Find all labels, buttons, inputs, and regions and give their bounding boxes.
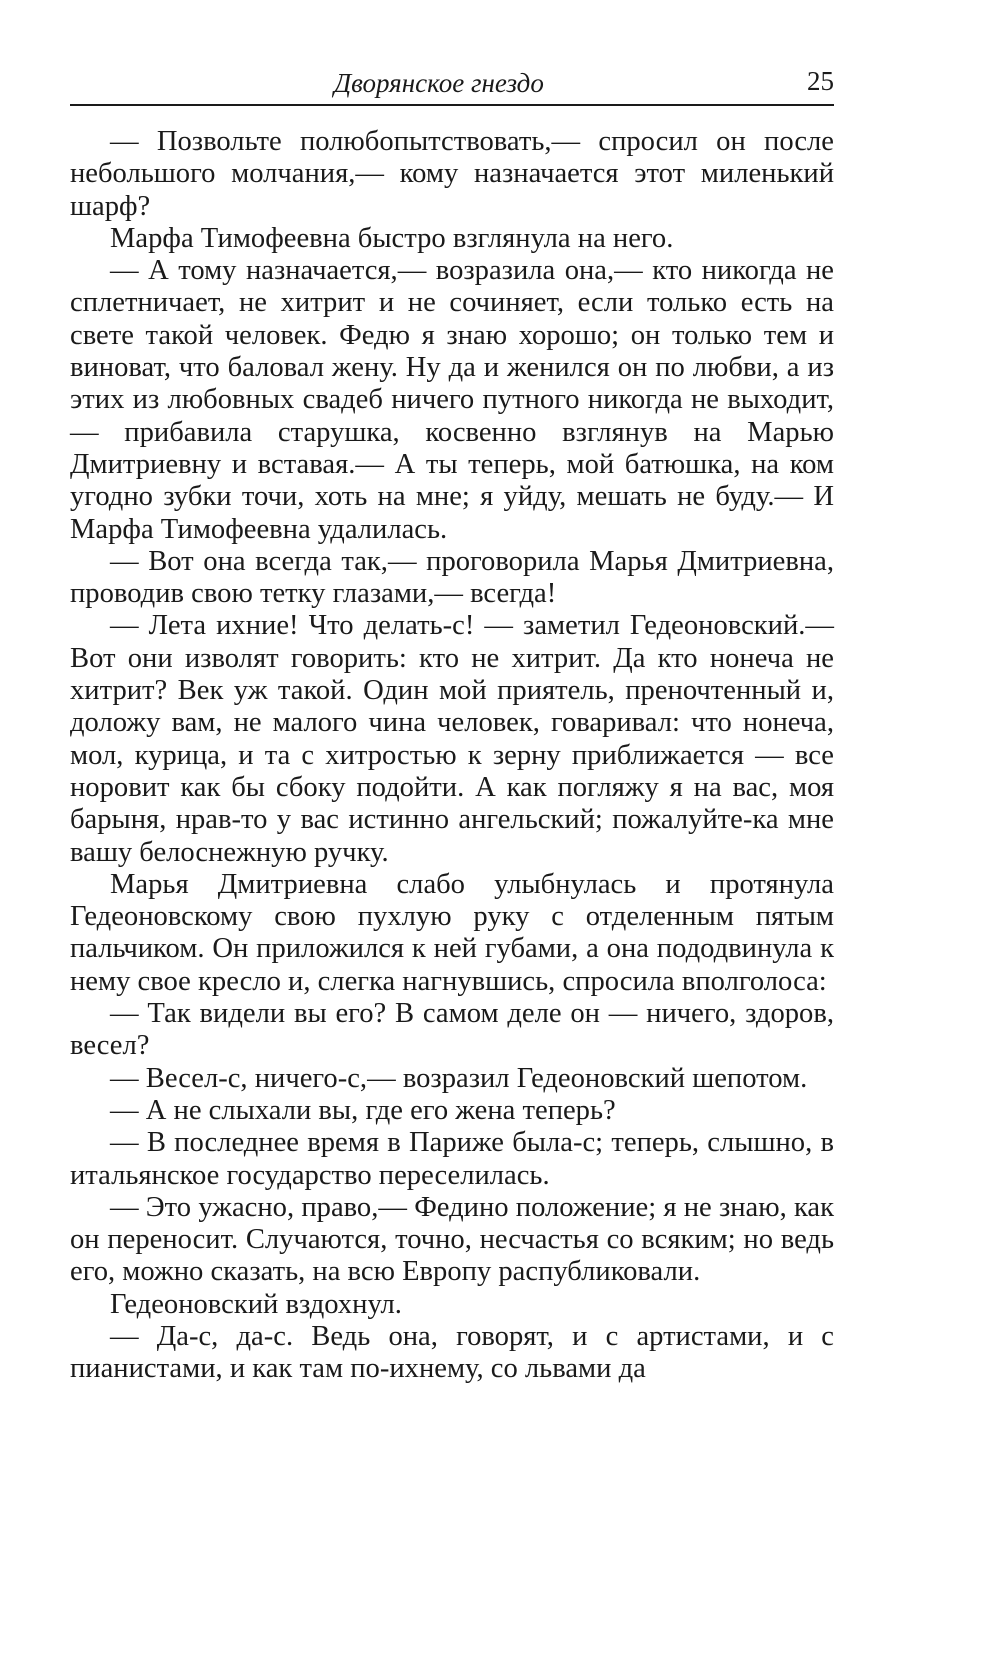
running-title: Дворянское гнездо [334,68,544,98]
book-page [70,62,834,1386]
paragraph: — А не слыхали вы, где его жена теперь? [110,1094,616,1126]
paragraph: Гедеоновский вздохнул. [110,1288,402,1320]
paragraph: — В последнее время в Париже была-с; теперь, слышно, в итальянское государство переселилась. [70,1127,834,1191]
paragraph: — Позвольте полюбопытствовать,— спросил он после небольшого молчания,— кому назначается этот миленький шарф? [70,126,834,222]
running-head [70,62,834,106]
paragraph: Марья Дмитриевна слабо улыбнулась и протянула Гедеоновскому свою пухлую руку с отделенным пятым пальчиком. Он приложился к ней губами, а она пододвинула к нему свое кресло и, слегка нагнувшись, спросила вполголоса: [70,868,834,997]
body-text [70,126,834,1386]
page-number: 25 [807,66,834,96]
paragraph: — Весел-с, ничего-с,— возразил Гедеоновский шепотом. [110,1062,808,1094]
paragraph: — Это ужасно, право,— Федино положение; я не знаю, как он переносит. Случаются, точно, несчастья со всяким; но ведь его, можно сказать, на всю Европу распубликовали. [70,1191,834,1288]
paragraph: Марфа Тимофеевна быстро взглянула на него. [110,222,674,254]
paragraph: — Лета ихние! Что делать-с! — заметил Гедеоновский.— Вот они изволят говорить: кто не хитрит. Да кто нонеча не хитрит? Век уж такой. Один мой приятель, преночтенный и, доложу вам, не малого чина человек, говаривал: что нонеча, мол, курица, и та с хитростью к зерну приближается — все норовит как бы сбоку подойти. А как погляжу я на вас, моя барыня, нрав-то у вас истинно ангельский; пожалуйте-ка мне вашу белоснежную ручку. [70,610,834,868]
paragraph: — А тому назначается,— возразила она,— кто никогда не сплетничает, не хитрит и не сочиняет, если только есть на свете такой человек. Федю я знаю хорошо; он только тем и виноват, что баловал жену. Ну да и женился он по любви, а из этих из любовных свадеб ничего путного никогда не выходит,— прибавила старушка, косвенно взглянув на Марью Дмитриевну и вставая.— А ты теперь, мой батюшка, на ком угодно зубки точи, хоть на мне; я уйду, мешать не буду.— И Марфа Тимофеевна удалилась. [70,255,834,545]
paragraph: — Вот она всегда так,— проговорила Марья Дмитриевна, проводив свою тетку глазами,— всегда! [70,545,834,610]
paragraph: — Да-с, да-с. Ведь она, говорят, и с артистами, и с пианистами, и как там по-ихнему, со львами да [70,1320,834,1385]
paragraph: — Так видели вы его? В самом деле он — ничего, здоров, весел? [70,998,834,1062]
